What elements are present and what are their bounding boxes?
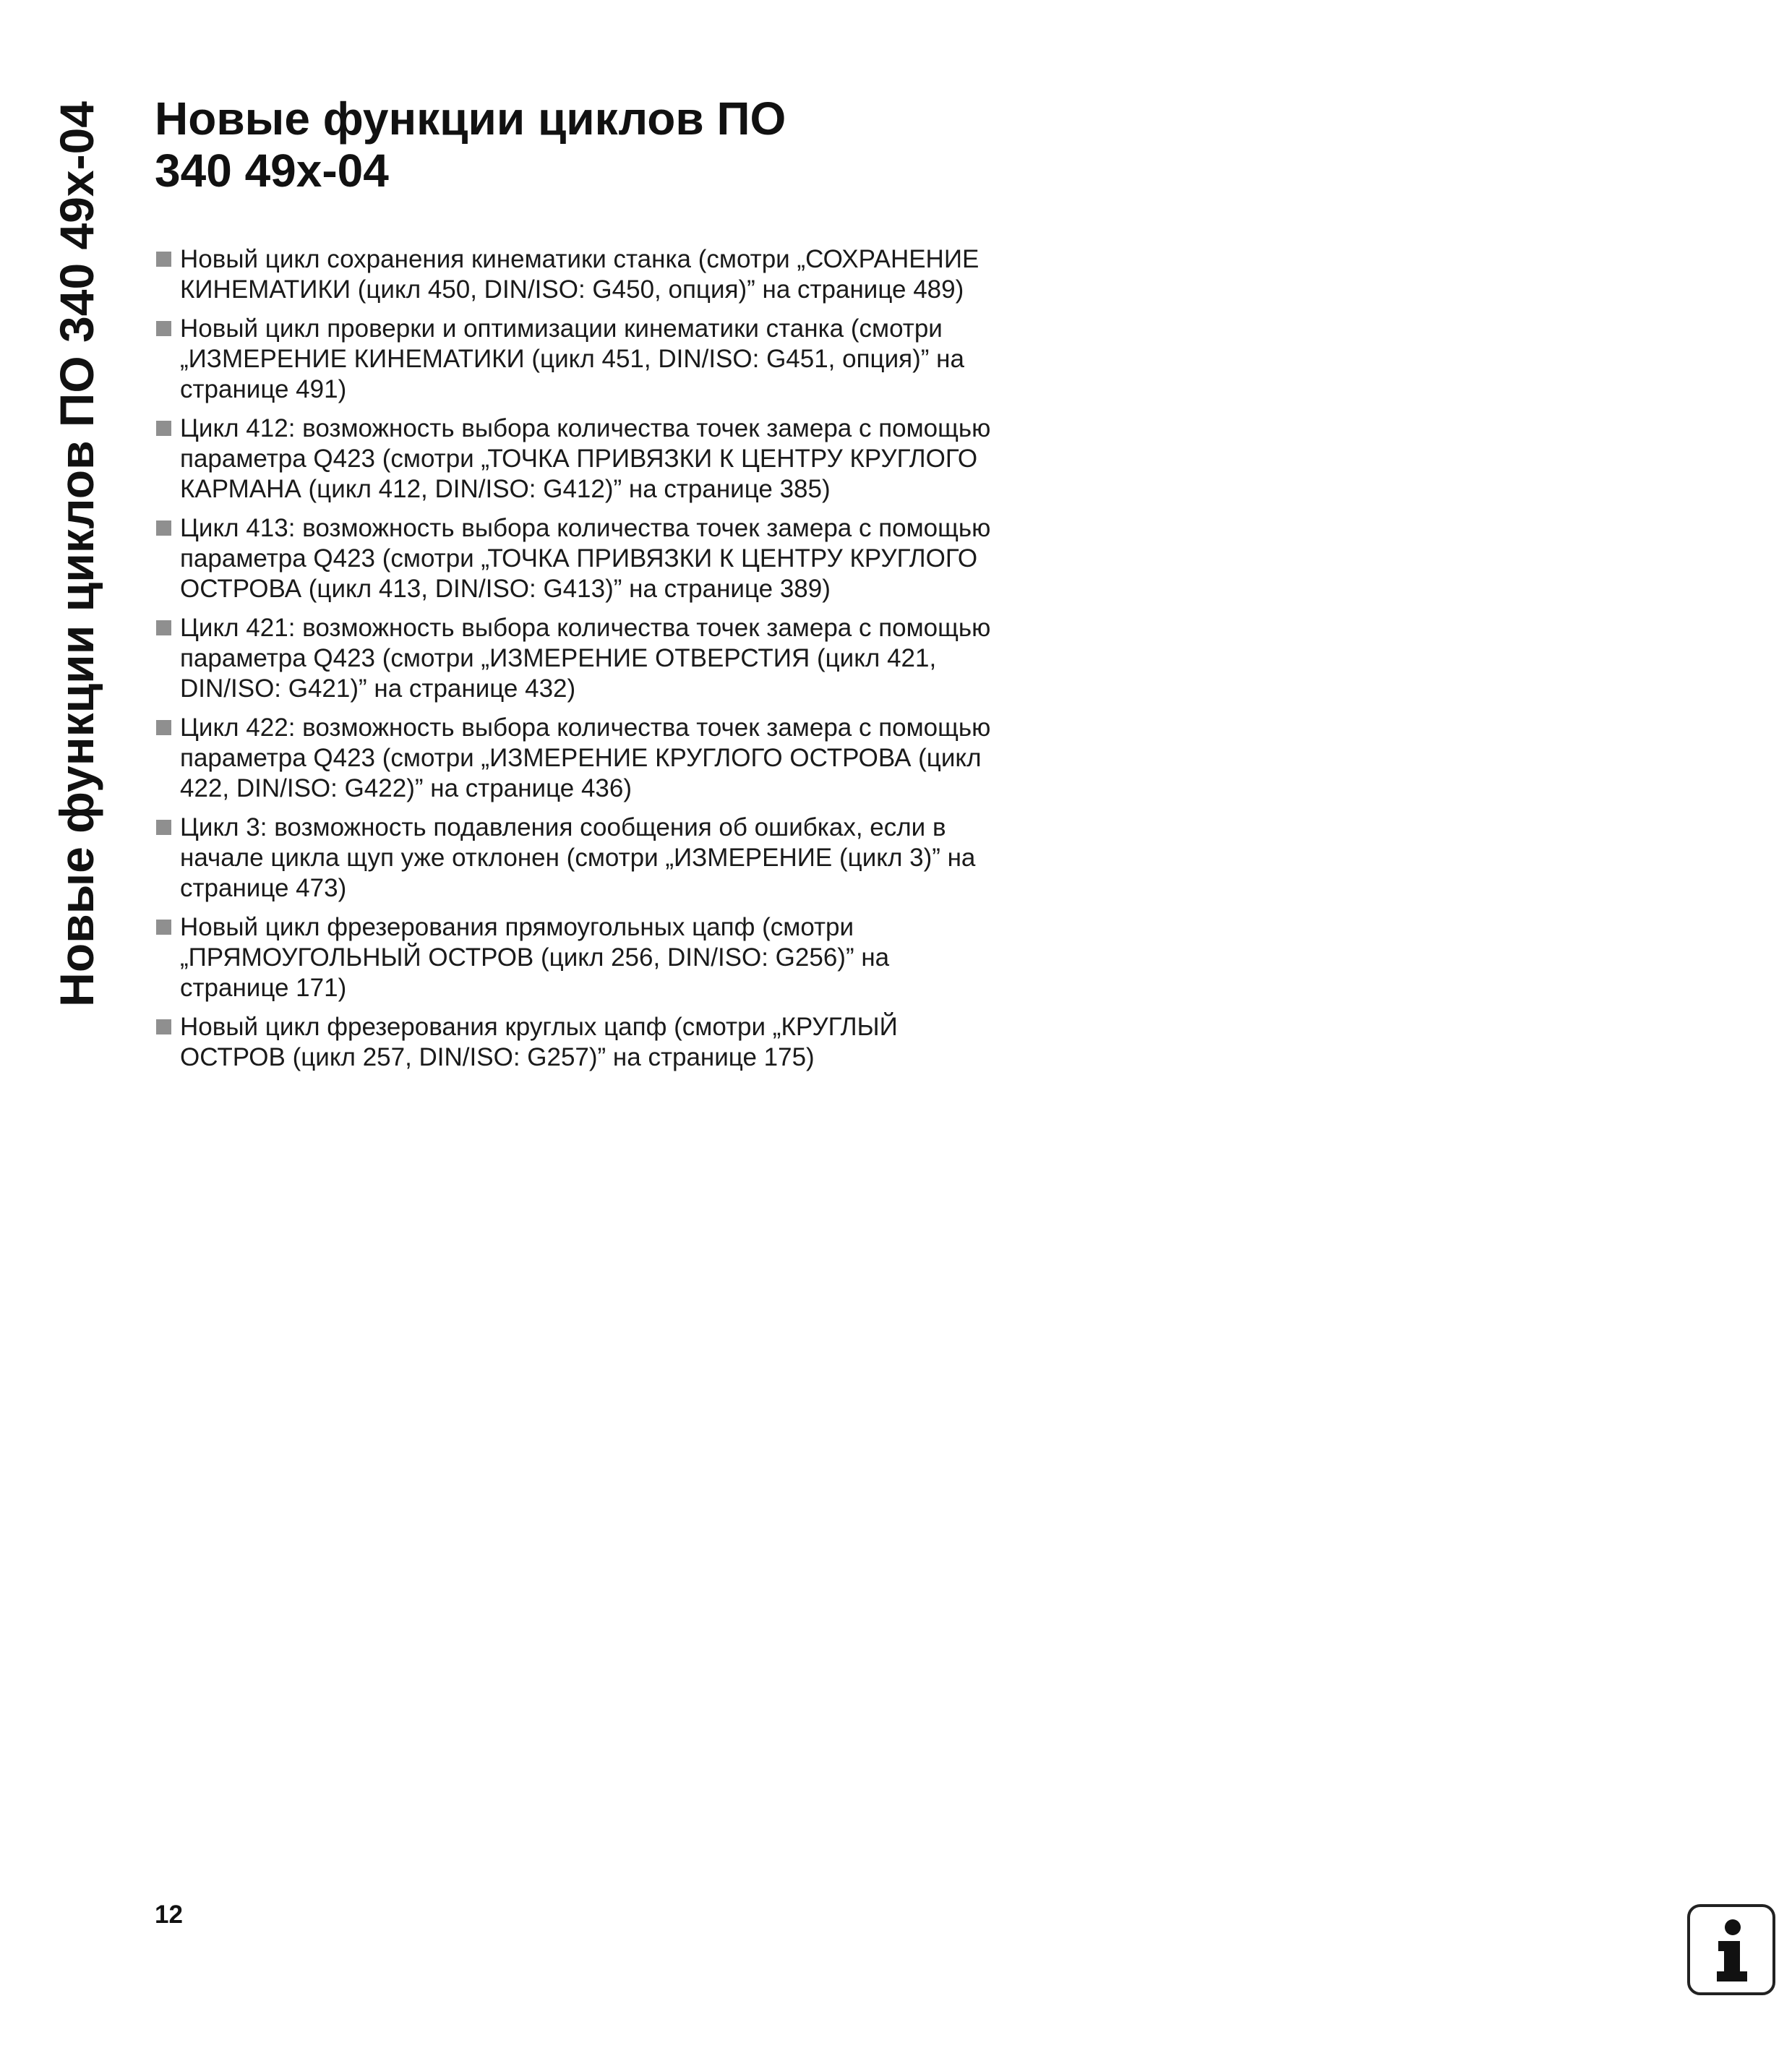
feature-text: Новый цикл проверки и оптимизации кинематики станка (смотри „ИЗМЕРЕНИЕ КИНЕМАТИКИ (цикл 451, DIN/ISO: G451, опция)” на странице 491) (180, 314, 964, 403)
bullet-square-icon (156, 620, 171, 635)
bullet-square-icon (156, 520, 171, 536)
feature-item (156, 1012, 1002, 1073)
feature-item (156, 244, 1002, 305)
feature-item (156, 613, 1002, 704)
feature-text: Новый цикл сохранения кинематики станка (смотри „СОХРАНЕНИЕ КИНЕМАТИКИ (цикл 450, DIN/ISO: G450, опция)” на странице 489) (180, 245, 979, 304)
bullet-square-icon (156, 1019, 171, 1034)
feature-text: Цикл 422: возможность выбора количества точек замера с помощью параметра Q423 (смотри „ИЗМЕРЕНИЕ КРУГЛОГО ОСТРОВА (цикл 422, DIN/ISO: G422)” на странице 436) (180, 714, 991, 802)
feature-item (156, 813, 1002, 904)
feature-text: Новый цикл фрезерования прямоугольных цапф (смотри „ПРЯМОУГОЛЬНЫЙ ОСТРОВ (цикл 256, DIN/ISO: G256)” на странице 171) (180, 913, 890, 1002)
bullet-square-icon (156, 421, 171, 436)
page-title (155, 93, 786, 197)
feature-text: Цикл 412: возможность выбора количества точек замера с помощью параметра Q423 (смотри „ТОЧКА ПРИВЯЗКИ К ЦЕНТРУ КРУГЛОГО КАРМАНА (цикл 412, DIN/ISO: G412)” на странице 385) (180, 414, 991, 503)
page-number: 12 (155, 1901, 183, 1929)
bullet-square-icon (156, 720, 171, 735)
feature-item (156, 713, 1002, 804)
feature-text: Новый цикл фрезерования круглых цапф (смотри „КРУГЛЫЙ ОСТРОВ (цикл 257, DIN/ISO: G257)” на странице 175) (180, 1013, 898, 1071)
side-chapter-title: Новые функции циклов ПО 340 49x-04 (50, 101, 103, 1007)
bullet-square-icon (156, 321, 171, 336)
feature-text: Цикл 413: возможность выбора количества точек замера с помощью параметра Q423 (смотри „ТОЧКА ПРИВЯЗКИ К ЦЕНТРУ КРУГЛОГО ОСТРОВА (цикл 413, DIN/ISO: G413)” на странице 389) (180, 514, 991, 603)
feature-list (156, 244, 1002, 1081)
feature-item (156, 513, 1002, 604)
bullet-square-icon (156, 920, 171, 935)
feature-text: Цикл 3: возможность подавления сообщения об ошибках, если в начале цикла щуп уже отклонен (смотри „ИЗМЕРЕНИЕ (цикл 3)” на странице 473) (180, 813, 976, 902)
feature-item (156, 414, 1002, 505)
page-title-line-2: 340 49x-04 (155, 145, 389, 197)
bullet-square-icon (156, 820, 171, 835)
page-title-line-1: Новые функции циклов ПО (155, 93, 786, 145)
feature-item (156, 912, 1002, 1003)
feature-item (156, 314, 1002, 405)
feature-text: Цикл 421: возможность выбора количества точек замера с помощью параметра Q423 (смотри „ИЗМЕРЕНИЕ ОТВЕРСТИЯ (цикл 421, DIN/ISO: G421)” на странице 432) (180, 614, 991, 703)
bullet-square-icon (156, 252, 171, 267)
info-icon (1686, 1903, 1776, 1996)
